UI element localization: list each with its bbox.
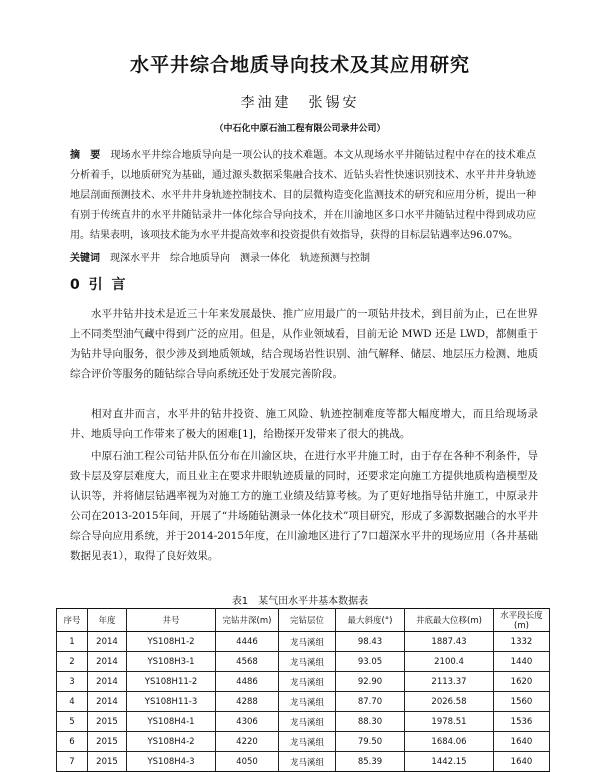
keywords-label: 关键词 — [70, 253, 100, 264]
table-cell: YS108H4-3 — [127, 752, 216, 772]
col-header-disp: 井底最大位移(m) — [405, 609, 494, 632]
table-cell: 93.05 — [336, 652, 405, 672]
table-cell: 1978.51 — [405, 712, 494, 732]
section-heading: 0 引 言 — [70, 277, 128, 293]
keywords-text: 现深水平井 综合地质导向 测录一体化 轨迹预测与控制 — [110, 253, 370, 264]
table-cell: 79.50 — [336, 732, 405, 752]
body-paragraph-2: 相对直井而言，水平井的钻井投资、施工风险、轨迹控制难度等都大幅度增大，而且给现场录井、地质导向工作带来了极大的困难[1]，给勘探开发带来了很大的挑战。 — [70, 408, 538, 440]
table-cell: 2100.4 — [405, 652, 494, 672]
table-cell: 4306 — [216, 712, 279, 732]
table-cell: 2 — [57, 652, 88, 672]
table-cell: 2113.37 — [405, 672, 494, 692]
table-cell: 4288 — [216, 692, 279, 712]
table-cell: 2014 — [88, 652, 127, 672]
abstract — [70, 146, 536, 246]
table-cell: 龙马溪组 — [279, 692, 336, 712]
table-cell: 85.39 — [336, 752, 405, 772]
table-cell: 88.30 — [336, 712, 405, 732]
affiliation: （中石化中原石油工程有限公司录井公司） — [214, 124, 386, 134]
table-cell: 1640 — [494, 732, 550, 752]
table-row — [57, 732, 550, 752]
table-row — [57, 672, 550, 692]
table-cell: 98.43 — [336, 632, 405, 652]
table-cell: YS108H11-2 — [127, 672, 216, 692]
col-header-index: 序号 — [57, 609, 88, 632]
table-row — [57, 752, 550, 772]
table-cell: 1332 — [494, 632, 550, 652]
table-cell: 4 — [57, 692, 88, 712]
table-cell: 87.70 — [336, 692, 405, 712]
col-header-length: 水平段长度(m) — [494, 609, 550, 632]
table-cell: 92.90 — [336, 672, 405, 692]
body-paragraph-1: 水平井钻井技术是近三十年来发展最快、推广应用最广的一项钻井技术，到目前为止，已在世界上不同类型油气藏中得到广泛的应用。但是，从作业领域看，目前无论 MWD 还是 LWD，都侧重于为钻井导向服务，很少涉及到地质领域，结合现场岩性识别、油气解释、储层、地层压力检测、地质综合评价等服务的随钻综合导向系统还处于发展完善阶段。 — [70, 308, 538, 380]
table-cell: 1560 — [494, 692, 550, 712]
well-data-table — [56, 608, 550, 772]
table-cell: 1887.43 — [405, 632, 494, 652]
keywords — [70, 249, 536, 269]
table-cell: 2014 — [88, 632, 127, 652]
table-cell: 2014 — [88, 672, 127, 692]
abstract-text: 现场水平井综合地质导向是一项公认的技术难题。本文从现场水平井随钻过程中存在的技术难点分析着手，以地质研究为基础，通过源头数据采集融合技术、近钻头岩性快速识别技术、水平井井身轨迹地层剖面预测技术、水平井井身轨迹控制技术、目的层微构造变化监测技术的研究和应用分析，提出一种有别于传统直井的水平井随钻录井一体化综合导向技术，并在川渝地区多口水平井随钻过程中得到成功应用。结果表明，该项技术能为水平井提高效率和投资提供有效指导，获得的目标层钻遇率达96.07%。 — [70, 150, 537, 241]
table-cell: 4050 — [216, 752, 279, 772]
table-cell: 1640 — [494, 752, 550, 772]
table-cell: 4568 — [216, 652, 279, 672]
table-cell: 龙马溪组 — [279, 652, 336, 672]
table-cell: 2015 — [88, 752, 127, 772]
table-cell: YS108H4-2 — [127, 732, 216, 752]
table-cell: YS108H3-1 — [127, 652, 216, 672]
body-paragraph-3: 中原石油工程公司钻井队伍分布在川渝区块，在进行水平井施工时，由于存在各种不利条件，导致卡层及穿层难度大，而且业主在要求井眼轨迹质量的同时，还要求定向施工方提供地质构造模型及认识等，并将储层钻遇率视为对施工方的施工业绩及结算考核。为了更好地指导钻井施工，中原录井公司在2013-2015年间，开展了“井场随钻测录一体化技术”项目研究，形成了多源数据融合的水平井综合导向应用系统，并于2014-2015年度，在川渝地区进行了7口超深水平井的现场应用（各井基础数据见表1），取得了良好效果。 — [70, 450, 538, 562]
table-cell: 2015 — [88, 712, 127, 732]
paper-title: 水平井综合地质导向技术及其应用研究 — [129, 54, 470, 76]
table-cell: 2015 — [88, 732, 127, 752]
authors: 李油建 张锡安 — [240, 95, 360, 111]
table-cell: YS108H11-3 — [127, 692, 216, 712]
table-cell: 龙马溪组 — [279, 632, 336, 652]
table-cell: YS108H1-2 — [127, 632, 216, 652]
abstract-label: 摘 要 — [70, 150, 101, 161]
table-cell: 龙马溪组 — [279, 752, 336, 772]
table-cell: 6 — [57, 732, 88, 752]
table-row — [57, 692, 550, 712]
table-cell: 龙马溪组 — [279, 672, 336, 692]
table-cell: 1536 — [494, 712, 550, 732]
table-cell: 龙马溪组 — [279, 732, 336, 752]
table-header-row — [57, 609, 550, 632]
col-header-year: 年度 — [88, 609, 127, 632]
table-row — [57, 632, 550, 652]
table-cell: 2014 — [88, 692, 127, 712]
col-header-incl: 最大斜度(°) — [336, 609, 405, 632]
table-cell: 7 — [57, 752, 88, 772]
table-cell: 4446 — [216, 632, 279, 652]
table-cell: 龙马溪组 — [279, 712, 336, 732]
table-row — [57, 712, 550, 732]
col-header-layer: 完钻层位 — [279, 609, 336, 632]
table-cell: 1442.15 — [405, 752, 494, 772]
table-row — [57, 652, 550, 672]
table-cell: 1440 — [494, 652, 550, 672]
table-cell: YS108H4-1 — [127, 712, 216, 732]
table-cell: 2026.58 — [405, 692, 494, 712]
table-cell: 4486 — [216, 672, 279, 692]
table-cell: 1684.06 — [405, 732, 494, 752]
table-cell: 4220 — [216, 732, 279, 752]
table-cell: 5 — [57, 712, 88, 732]
table-cell: 1 — [57, 632, 88, 652]
table-caption: 表1 某气田水平井基本数据表 — [231, 596, 369, 607]
table-cell: 1620 — [494, 672, 550, 692]
table-cell: 3 — [57, 672, 88, 692]
col-header-well: 井号 — [127, 609, 216, 632]
col-header-depth: 完钻井深(m) — [216, 609, 279, 632]
